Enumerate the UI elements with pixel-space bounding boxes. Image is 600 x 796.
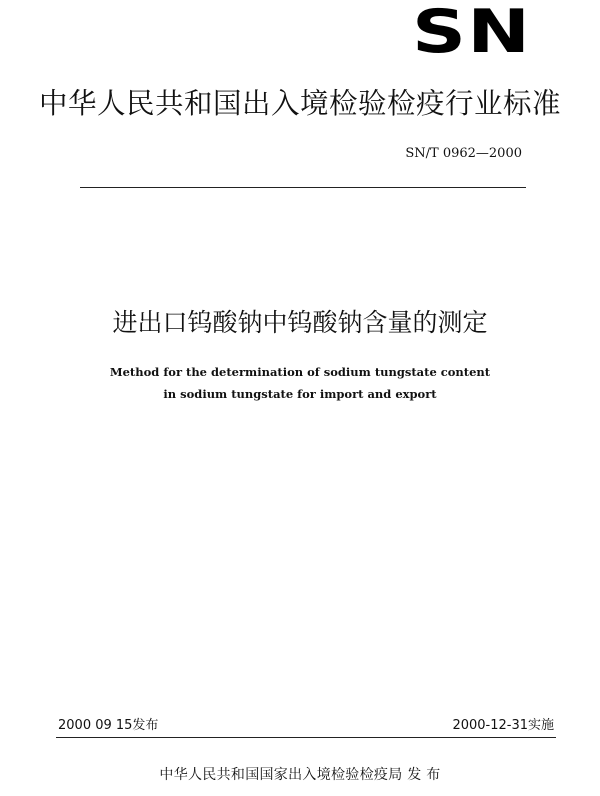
publisher: 中华人民共和国国家出入境检验检疫局 发 布 [159,767,441,783]
chinese-title: 进出口钨酸钠中钨酸钠含量的测定 [112,308,488,337]
english-title-line-2: in sodium tungstate for import and export [163,387,437,401]
implementation-date: 2000-12-31实施 [452,718,554,733]
sn-logo: SN [412,0,532,67]
standard-number: SN/T 0962—2000 [405,146,522,161]
authority-heading: 中华人民共和国出入境检验检疫行业标准 [38,87,561,120]
top-divider [80,187,526,188]
english-title-line-1: Method for the determination of sodium tungstate content [109,365,491,379]
issue-date: 2000 09 15发布 [58,718,159,733]
bottom-divider [56,737,556,738]
